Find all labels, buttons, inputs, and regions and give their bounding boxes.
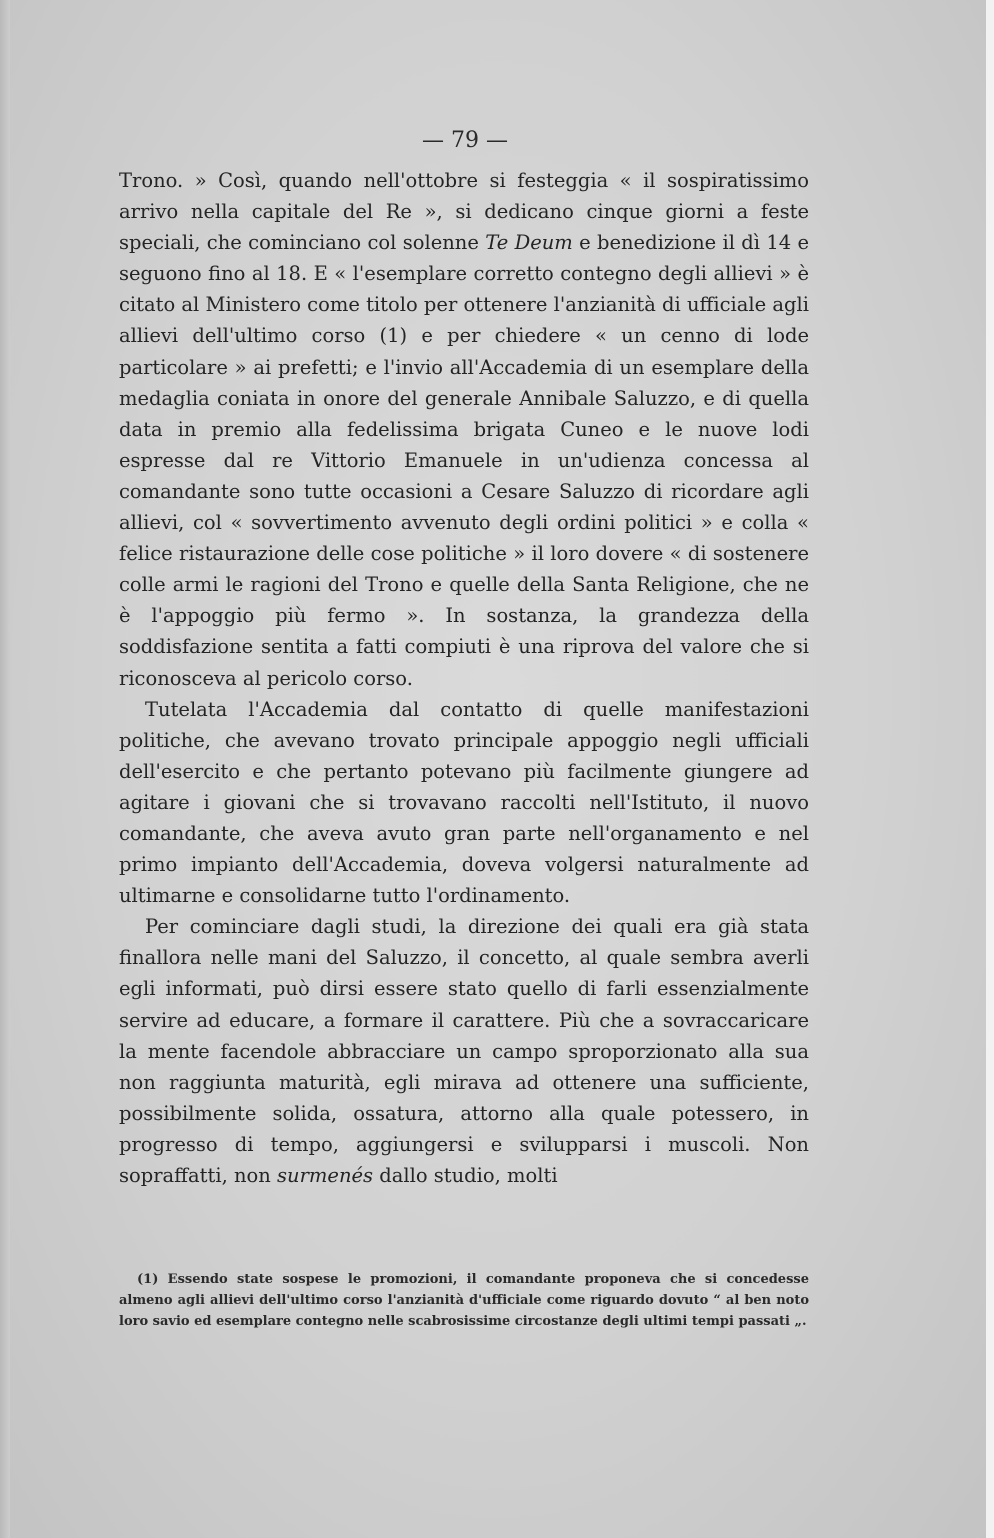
paragraph-1-text-a: Trono. » Così, quando nell'ottobre si festeggia « il sospiratissimo arrivo nella capitale del Re », si dedicano cinque giorni a feste speciali, che cominciano col solenne xyxy=(119,169,809,255)
footnote xyxy=(119,1269,809,1332)
page-right-edge xyxy=(986,0,994,1538)
paragraph-1-italic-te-deum: Te Deum xyxy=(485,231,573,255)
footnote-text: (1) Essendo state sospese le promozioni, il comandante proponeva che si concedesse almeno agli allievi dell'ultimo corso l'anzianità d'ufficiale come riguardo dovuto “ al ben noto loro savio ed esemplare contegno nelle scabrosissime circostanze degli ultimi tempi passati „. xyxy=(119,1272,809,1329)
page-number: — 79 — xyxy=(422,128,508,153)
body-text xyxy=(119,165,809,1191)
paragraph-3-text-a: Per cominciare dagli studi, la direzione dei quali era già stata finallora nelle mani del Saluzzo, il concetto, al quale sembra averli egli informati, può dirsi essere stato quello di farli essenzialmente servire ad educare, a formare il carattere. Più che a sovraccaricare la mente facendole abbracciare un campo sproporzionato alla sua non raggiunta maturità, egli mirava ad ottenere una sufficiente, possibilmente solida, ossatura, attorno alla quale potessero, in progresso di tempo, aggiungersi e svilupparsi i muscoli. Non sopraffatti, non xyxy=(119,915,809,1187)
paragraph-1-text-b: e benedizione il dì 14 e seguono fino al 18. E « l'esemplare corretto contegno degli allievi » è citato al Ministero come titolo per ottenere l'anzianità di ufficiale agli allievi dell'ultimo corso (1) e per chiedere « un cenno di lode particolare » ai prefetti; e l'invio all'Accademia di un esemplare della medaglia coniata in onore del generale Annibale Saluzzo, e di quella data in premio alla fedelissima brigata Cuneo e le nuove lodi espresse dal re Vittorio Emanuele in un'udienza concessa al comandante sono tutte occasioni a Cesare Saluzzo di ricordare agli allievi, col « sovvertimento avvenuto degli ordini politici » e colla « felice ristaurazione delle cose politiche » il loro dovere « di sostenere colle armi le ragioni del Trono e quelle della Santa Religione, che ne è l'appoggio più fermo ». In sostanza, la grandezza della soddisfazione sentita a fatti compiuti è una riprova del valore che si riconosceva al pericolo corso. xyxy=(119,231,809,690)
page-gutter-shadow xyxy=(0,0,10,1538)
paragraph-2 xyxy=(119,694,809,912)
paragraph-3-text-b: dallo studio, molti xyxy=(373,1164,558,1187)
paragraph-3 xyxy=(119,911,809,1191)
paragraph-1 xyxy=(119,165,809,694)
paragraph-2-text: Tutelata l'Accademia dal contatto di quelle manifestazioni politiche, che avevano trovato principale appoggio negli ufficiali dell'esercito e che pertanto potevano più facilmente giungere ad agitare i giovani che si trovavano raccolti nell'Istituto, il nuovo comandante, che aveva avuto gran parte nell'organamento e nel primo impianto dell'Accademia, doveva volgersi naturalmente ad ultimarne e consolidarne tutto l'ordinamento. xyxy=(119,697,809,908)
paragraph-3-italic-surmenes: surmenés xyxy=(277,1164,374,1187)
